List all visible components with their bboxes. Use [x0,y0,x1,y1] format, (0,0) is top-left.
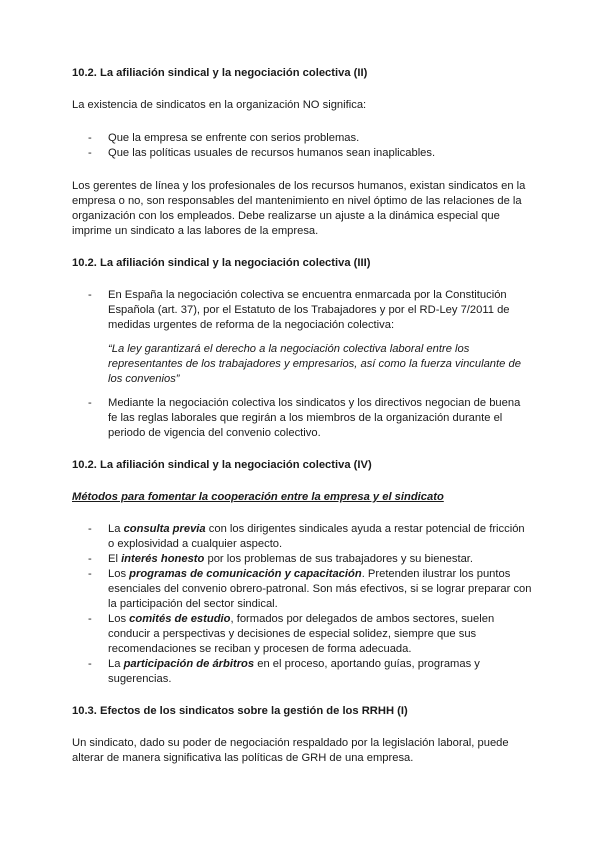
list-item: - El interés honesto por los problemas de sus trabajadores y su bienestar. [88,553,474,565]
list-item: - Los comités de estudio, formados por delegados de ambos sectores, suelen conducir a perspectivas y decisiones de especial solidez, siempre que sus recomendaciones se reciban y procesen de forma adecuada. [88,613,495,655]
section-title: 10.2. La afiliación sindical y la negociación colectiva (IV) [72,459,372,471]
bullet-list [72,522,532,687]
list-item: - Que las políticas usuales de recursos humanos sean inaplicables. [88,147,436,159]
dash-bullet: - [88,132,92,144]
emphasis: interés honesto [121,553,205,565]
dash-bullet: - [88,568,92,580]
section-title: 10.3. Efectos de los sindicatos sobre la gestión de los RRHH (I) [72,705,408,717]
emphasis: participación de árbitros [123,658,255,670]
bullet-list [72,131,532,161]
dash-bullet: - [88,658,92,670]
bullet-list [72,288,532,333]
dash-bullet: - [88,289,92,301]
bullet-list [72,396,532,441]
dash-bullet: - [88,147,92,159]
document-content [72,66,532,766]
section-title: 10.2. La afiliación sindical y la negociación colectiva (III) [72,257,371,269]
dash-bullet: - [88,553,92,565]
dash-bullet: - [88,523,92,535]
section-subtitle: Métodos para fomentar la cooperación entre la empresa y el sindicato [72,491,444,503]
list-item: - Que la empresa se enfrente con serios problemas. [88,132,360,144]
list-item: - Los programas de comunicación y capacitación. Pretenden ilustrar los puntos esenciales del convenio obrero-patronal. Son más efectivos, si se lograr preparar con la participación del sector sindical. [88,568,532,610]
paragraph: Los gerentes de línea y los profesionales de los recursos humanos, existan sindicatos en la empresa o no, son responsables del mantenimiento en nivel óptimo de las relaciones de la organización con los empleados. Debe realizarse un ajuste a la dinámica especial que imprime un sindicato a las labores de la empresa. [72,180,526,237]
emphasis: programas de comunicación y capacitación [129,568,362,580]
dash-bullet: - [88,613,92,625]
list-item: - La consulta previa con los dirigentes sindicales ayuda a restar potencial de fricción o explosividad a cualquier aspecto. [88,523,525,550]
legal-quote: “La ley garantizará el derecho a la negociación colectiva laboral entre los representantes de los trabajadores y empresarios, así como la fuerza vinculante de los convenios” [108,343,521,385]
list-item: - Mediante la negociación colectiva los sindicatos y los directivos negocian de buena fe las reglas laborales que regirán a los miembros de la organización durante el periodo de vigencia del convenio colectivo. [88,397,521,439]
list-item: - En España la negociación colectiva se encuentra enmarcada por la Constitución Española (art. 37), por el Estatuto de los Trabajadores y por el RD-Ley 7/2011 de medidas urgentes de reforma de la negociación colectiva: [88,289,510,331]
paragraph: Un sindicato, dado su poder de negociación respaldado por la legislación laboral, puede alterar de manera significativa las políticas de GRH de una empresa. [72,737,509,764]
section-title: 10.2. La afiliación sindical y la negociación colectiva (II) [72,67,368,79]
intro-text: La existencia de sindicatos en la organización NO significa: [72,99,367,111]
list-item: - La participación de árbitros en el proceso, aportando guías, programas y sugerencias. [88,658,480,685]
emphasis: consulta previa [123,523,206,535]
emphasis: comités de estudio [129,613,231,625]
dash-bullet: - [88,397,92,409]
